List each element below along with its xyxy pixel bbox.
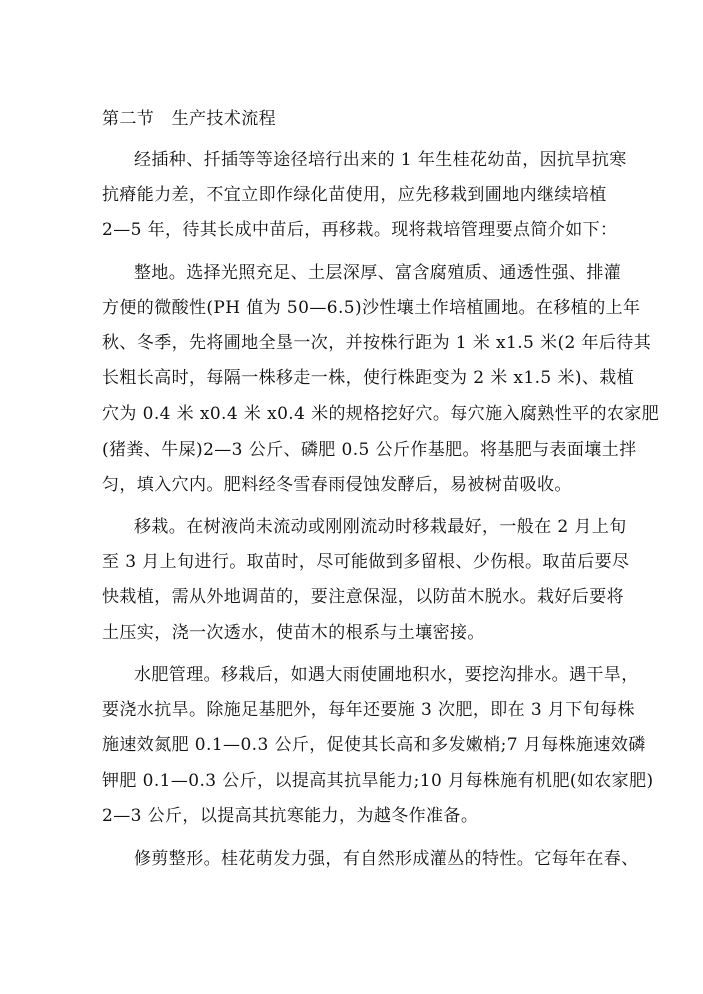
- text-line: 土压实，浇一次透水，使苗木的根系与土壤密接。: [102, 623, 485, 643]
- text-line: 修剪整形。桂花萌发力强，有自然形成灌丛的特性。它每年在春、: [134, 849, 639, 869]
- text-line: (猪粪、牛屎)2—3 公斤、磷肥 0.5 公斤作基肥。将基肥与表面壤土拌: [102, 440, 637, 460]
- section-title: 第二节 生产技术流程: [102, 109, 276, 129]
- text-line: 快栽植，需从外地调苗的，要注意保湿，以防苗木脱水。栽好后要将: [102, 587, 624, 607]
- text-line: 经插种、扦插等等途径培行出来的 1 年生桂花幼苗，因抗旱抗寒: [134, 150, 627, 170]
- text-line: 抗瘠能力差，不宜立即作绿化苗使用，应先移栽到圃地内继续培植: [102, 185, 607, 205]
- text-line: 长粗长高时，每隔一株移走一株，使行株距变为 2 米 x1.5 米)、栽植: [102, 368, 635, 388]
- text-line: 移栽。在树液尚未流动或刚刚流动时移栽最好，一般在 2 月上旬: [134, 517, 627, 537]
- text-line: 穴为 0.4 米 x0.4 米 x0.4 米的规格挖好穴。每穴施入腐熟性平的农家肥: [102, 404, 660, 424]
- text-line: 匀，填入穴内。肥料经冬雪春雨侵蚀发酵后，易被树苗吸收。: [102, 475, 572, 495]
- text-line: 整地。选择光照充足、土层深厚、富含腐殖质、通透性强、排灌: [134, 263, 622, 283]
- text-line: 施速效氮肥 0.1—0.3 公斤，促使其长高和多发嫩梢;7 月每株施速效磷: [102, 735, 646, 755]
- text-line: 2—3 公斤，以提高其抗寒能力，为越冬作准备。: [102, 806, 479, 826]
- text-line: 要浇水抗旱。除施足基肥外，每年还要施 3 次肥，即在 3 月下旬每株: [102, 700, 635, 720]
- text-line: 至 3 月上旬进行。取苗时，尽可能做到多留根、少伤根。取苗后要尽: [102, 552, 630, 572]
- text-line: 水肥管理。移栽后，如遇大雨使圃地积水，要挖沟排水。遇干旱，: [134, 665, 639, 685]
- text-line: 方便的微酸性(PH 值为 50—6.5)沙性壤土作培植圃地。在移植的上年: [102, 298, 641, 318]
- text-line: 钾肥 0.1—0.3 公斤，以提高其抗旱能力;10 月每株施有机肥(如农家肥): [102, 771, 654, 791]
- text-line: 秋、冬季，先将圃地全垦一次，并按株行距为 1 米 x1.5 米(2 年后待其: [102, 333, 652, 353]
- text-line: 2—5 年，待其长成中苗后，再移栽。现将栽培管理要点简介如下：: [102, 220, 618, 240]
